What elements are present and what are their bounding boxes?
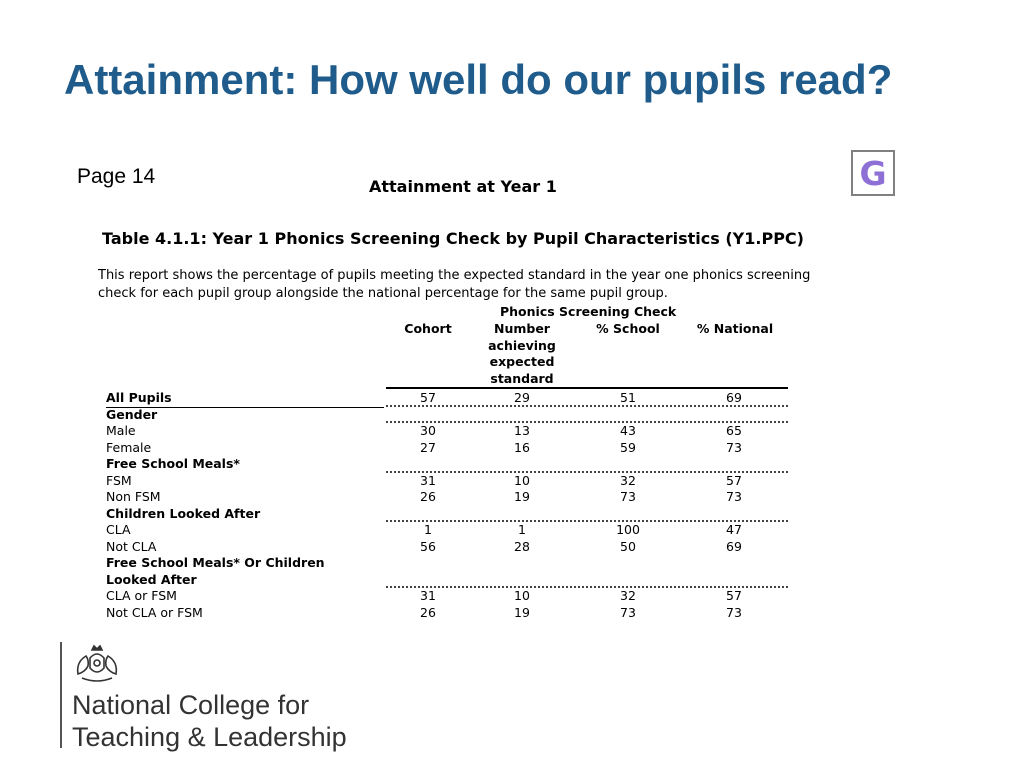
label-separator: [106, 407, 384, 408]
table-cell: 50: [620, 538, 636, 554]
table-cell: 26: [420, 489, 436, 504]
table-cell: 57: [420, 390, 436, 405]
org-name-line-1: National College for: [72, 690, 310, 720]
table-cell: 73: [726, 489, 742, 504]
row-label: Non FSM: [106, 489, 161, 504]
table-cell: 59: [620, 439, 636, 455]
table-cell: 47: [726, 522, 742, 537]
table-cell: 13: [514, 423, 530, 438]
table-row: [104, 605, 794, 622]
table-cell: 31: [420, 588, 436, 603]
table-cell: 73: [620, 489, 636, 504]
table-cell: 10: [514, 588, 530, 603]
grade-badge-icon: G: [851, 150, 895, 196]
table-cell: 19: [514, 489, 530, 504]
table-cell: 10: [514, 472, 530, 488]
table-section-header: [104, 407, 794, 424]
table-cell: 43: [620, 423, 636, 438]
slide-title: Attainment: How well do our pupils read?: [64, 56, 893, 103]
table-cell: 73: [726, 604, 742, 620]
table-row: [104, 539, 794, 556]
table-cell: 30: [420, 423, 436, 438]
table-row: [104, 423, 794, 440]
table-cell: 31: [420, 472, 436, 488]
logo-divider: [60, 642, 62, 748]
table-cell: 73: [620, 604, 636, 620]
section-label: Children Looked After: [106, 505, 261, 521]
header-divider: [386, 387, 788, 389]
table-cell: 28: [514, 538, 530, 554]
table-row: [104, 473, 794, 490]
report-heading: Attainment at Year 1: [369, 177, 557, 196]
table-cell: 69: [726, 390, 742, 405]
section-label: Free School Meals* Or Children Looked After: [106, 555, 325, 587]
table-cell: 32: [620, 588, 636, 603]
table-section-header: [104, 456, 794, 473]
royal-crest-icon: [70, 640, 124, 684]
table-row: [104, 489, 794, 506]
table-cell: 65: [726, 423, 742, 438]
row-label: Not CLA: [106, 538, 157, 554]
section-label: Gender: [106, 406, 158, 422]
column-header-school-percent: % School: [596, 321, 660, 336]
column-header-national-percent: % National: [696, 321, 774, 336]
row-label: CLA: [106, 522, 131, 537]
table-description: This report shows the percentage of pupils meeting the expected standard in the year one phonics screening check for each pupil group alongside the national percentage for the same pupil group.: [98, 268, 811, 301]
section-label: Free School Meals*: [106, 456, 240, 471]
table-cell: 73: [726, 439, 742, 455]
page-reference: Page 14: [77, 165, 156, 188]
table-cell: 16: [514, 439, 530, 455]
column-header-number-achieving: Number achieving expected standard: [488, 321, 556, 386]
table-cell: 51: [620, 390, 636, 405]
table-cell: 100: [616, 522, 640, 537]
phonics-table: [104, 390, 794, 621]
table-section-header: [104, 555, 794, 588]
table-row: [104, 522, 794, 539]
org-name-line-2: Teaching & Leadership: [72, 722, 347, 752]
table-section-header: [104, 506, 794, 523]
table-cell: 27: [420, 439, 436, 455]
table-cell: 32: [620, 472, 636, 488]
table-cell: 56: [420, 538, 436, 554]
row-label: Female: [106, 439, 152, 455]
table-cell: 1: [518, 522, 526, 537]
table-row: [104, 390, 794, 407]
table-row: [104, 440, 794, 457]
table-row: [104, 588, 794, 605]
column-header-cohort: Cohort: [404, 321, 452, 336]
table-title: Table 4.1.1: Year 1 Phonics Screening Check by Pupil Characteristics (Y1.PPC): [102, 229, 804, 248]
table-cell: 26: [420, 604, 436, 620]
row-label: FSM: [106, 472, 132, 488]
table-cell: 29: [514, 390, 530, 405]
table-cell: 1: [424, 522, 432, 537]
row-label: CLA or FSM: [106, 588, 177, 603]
row-label: Not CLA or FSM: [106, 604, 203, 620]
column-group-header: Phonics Screening Check: [500, 304, 677, 319]
row-label: Male: [106, 423, 136, 438]
table-cell: 19: [514, 604, 530, 620]
table-cell: 57: [726, 472, 742, 488]
table-cell: 57: [726, 588, 742, 603]
organisation-logo: [60, 640, 380, 752]
table-cell: 69: [726, 538, 742, 554]
row-label: All Pupils: [106, 390, 384, 408]
